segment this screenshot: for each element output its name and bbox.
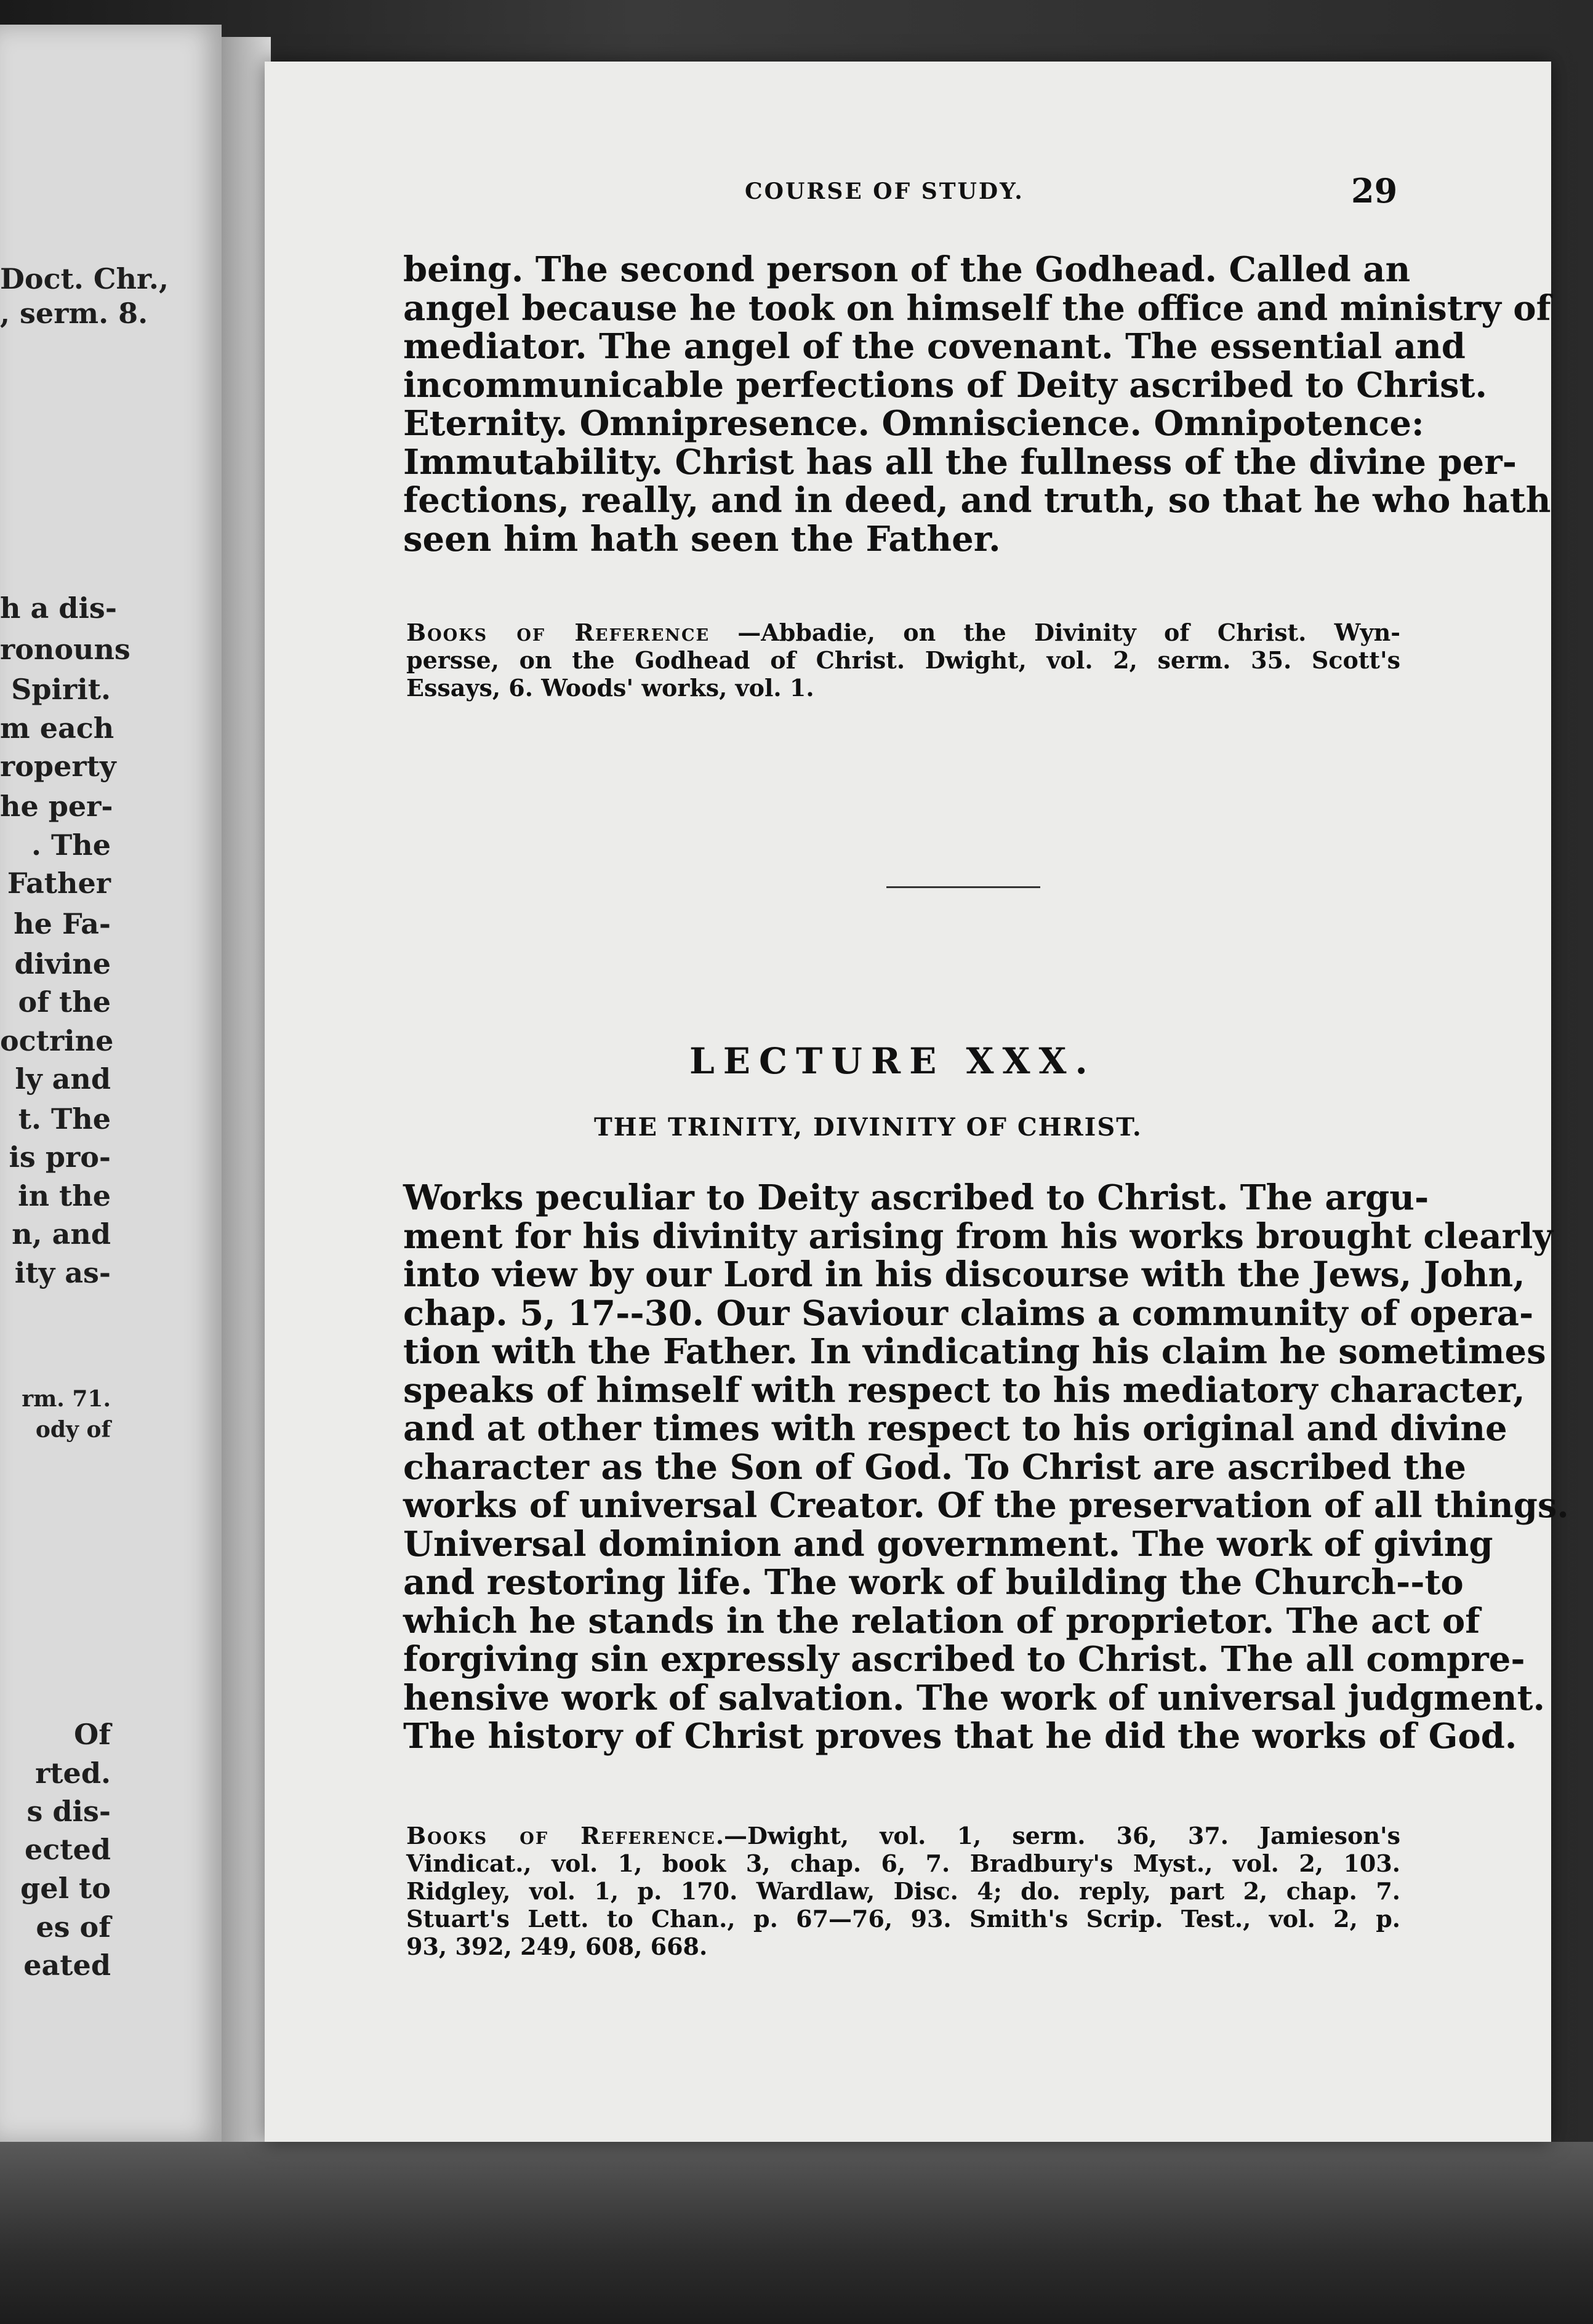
text-line: tion with the Father. In vindicating his claim he sometimes <box>403 1331 1546 1372</box>
lecture-paragraph <box>403 1177 1569 1757</box>
text-line: and at other times with respect to his original and divine <box>403 1408 1507 1449</box>
left-page-fragment: in the <box>18 1179 111 1212</box>
left-page-fragment: . The <box>31 828 111 862</box>
text-line: works of universal Creator. Of the preservation of all things. <box>403 1485 1569 1526</box>
reference-line: persse, on the Godhead of Christ. Dwight, vol. 2, serm. 35. Scott's <box>406 646 1400 674</box>
text-line: incommunicable perfections of Deity ascribed to Christ. <box>403 364 1488 406</box>
left-page-fragment: he per- <box>0 790 113 823</box>
text-line: character as the Son of God. To Christ are ascribed the <box>403 1446 1467 1488</box>
left-page-fragment: ly and <box>15 1062 111 1096</box>
left-page-fragment: of the <box>18 985 111 1019</box>
text-line: The history of Christ proves that he did the works of God. <box>403 1716 1517 1757</box>
references-label: Books of Reference <box>406 619 710 646</box>
section-divider <box>886 886 1040 888</box>
lecture-title: LECTURE XXX. <box>689 1040 1096 1082</box>
left-page-fragment: Doct. Chr., <box>0 262 169 295</box>
reference-line: Ridgley, vol. 1, p. 170. Wardlaw, Disc. 4; do. reply, part 2, chap. 7. <box>406 1877 1400 1905</box>
left-page-fragment: Of <box>74 1718 111 1751</box>
left-page-fragment: t. The <box>18 1102 111 1136</box>
scan-bottom-edge <box>0 2142 1593 2324</box>
left-page-fragment: eated <box>23 1949 111 1982</box>
running-head: COURSE OF STUDY. <box>745 178 1024 204</box>
text-line: Eternity. Omnipresence. Omniscience. Omnipotence: <box>403 403 1424 444</box>
text-line: Works peculiar to Deity ascribed to Christ. The argu- <box>403 1177 1429 1218</box>
reference-line: Essays, 6. Woods' works, vol. 1. <box>406 674 814 702</box>
left-page-fragment: is pro- <box>9 1140 111 1174</box>
left-page-fragment: gel to <box>20 1872 111 1905</box>
text-line: which he stands in the relation of proprietor. The act of <box>403 1600 1480 1641</box>
left-page-fragment: s dis- <box>26 1795 111 1828</box>
left-page-fragment: rted. <box>35 1757 111 1790</box>
reference-line: Books of Reference —Abbadie, on the Divinity of Christ. Wyn- <box>406 619 1400 646</box>
reference-line: Vindicat., vol. 1, book 3, chap. 6, 7. Bradbury's Myst., vol. 2, 103. <box>406 1849 1400 1877</box>
left-page-fragment: rm. 71. <box>22 1386 111 1412</box>
left-page-fragment: ody of <box>35 1417 111 1443</box>
page-fold <box>222 37 271 2142</box>
left-page-fragment: n, and <box>12 1217 111 1251</box>
left-page-fragment: divine <box>14 947 111 980</box>
lecture-subtitle: THE TRINITY, DIVINITY OF CHRIST. <box>594 1113 1142 1142</box>
left-page-fragment: es of <box>36 1910 111 1944</box>
text-line: being. The second person of the Godhead. Called an <box>403 249 1411 290</box>
text-line: Universal dominion and government. The work of giving <box>403 1523 1493 1565</box>
reference-line: 93, 392, 249, 608, 668. <box>406 1933 708 1960</box>
left-page-fragment: m each <box>0 711 114 745</box>
text-line: into view by our Lord in his discourse with the Jews, John, <box>403 1254 1525 1295</box>
left-page-fragment: ity as- <box>14 1256 111 1289</box>
text-line: speaks of himself with respect to his mediatory character, <box>403 1369 1525 1411</box>
left-page-edge <box>0 25 222 2142</box>
reference-line: Stuart's Lett. to Chan., p. 67—76, 93. Smith's Scrip. Test., vol. 2, p. <box>406 1905 1400 1933</box>
section1-paragraph <box>403 249 1551 559</box>
text-line: fections, really, and in deed, and truth, so that he who hath <box>403 480 1551 521</box>
page-number: 29 <box>1351 171 1398 210</box>
left-page-fragment: ected <box>25 1833 111 1866</box>
left-page-fragment: Father <box>7 867 111 900</box>
lecture-references <box>406 1822 1400 1960</box>
text-line: Immutability. Christ has all the fullness of the divine per- <box>403 441 1517 483</box>
left-page-fragment: h a dis- <box>0 591 117 625</box>
text-line: angel because he took on himself the office and ministry of <box>403 287 1551 329</box>
text-line: and restoring life. The work of building the Church--to <box>403 1562 1464 1603</box>
text-line: hensive work of salvation. The work of universal judgment. <box>403 1677 1545 1718</box>
text-line: mediator. The angel of the covenant. The essential and <box>403 326 1466 367</box>
text-line: ment for his divinity arising from his works brought clearly <box>403 1216 1553 1257</box>
section1-references <box>406 619 1400 702</box>
left-page-fragment: , serm. 8. <box>0 297 148 330</box>
left-page-fragment: ronouns <box>0 633 130 666</box>
left-page-fragment: he Fa- <box>14 907 111 940</box>
reference-line: Books of Reference.—Dwight, vol. 1, serm. 36, 37. Jamieson's <box>406 1822 1400 1849</box>
text-line: forgiving sin expressly ascribed to Christ. The all compre- <box>403 1639 1525 1680</box>
references-label: Books of Reference <box>406 1822 716 1849</box>
text-line: chap. 5, 17--30. Our Saviour claims a community of opera- <box>403 1292 1534 1334</box>
left-page-fragment: octrine <box>0 1024 114 1057</box>
left-page-fragment: Spirit. <box>11 673 111 706</box>
left-page-fragment: roperty <box>0 750 116 783</box>
text-line: seen him hath seen the Father. <box>403 518 1001 559</box>
